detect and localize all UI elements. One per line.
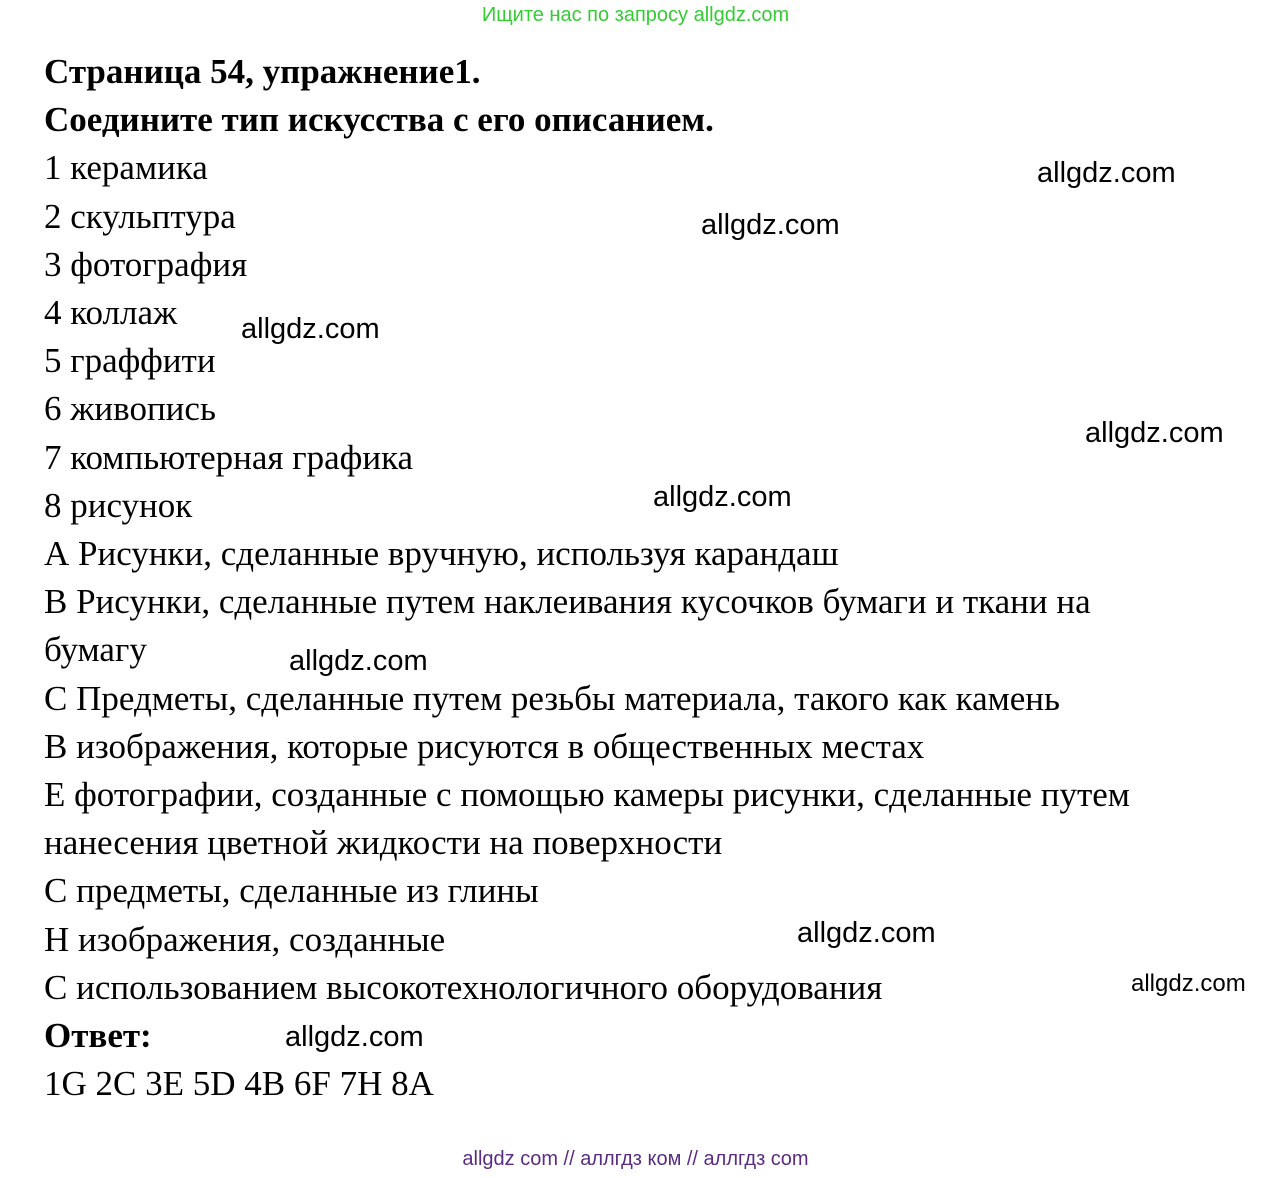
description-line: Е фотографии, созданные с помощью камеры рисунки, сделанные путем — [44, 775, 1130, 815]
watermark: allgdz.com — [653, 481, 792, 513]
description-line: В изображения, которые рисуются в общественных местах — [44, 726, 925, 766]
watermark: allgdz.com — [1131, 970, 1246, 997]
list-item: 3 фотография — [44, 244, 248, 284]
document-body — [44, 48, 1264, 1108]
page-title: Страница 54, упражнение1. — [44, 52, 481, 91]
list-item: 4 коллаж — [44, 293, 178, 333]
art-types-list — [44, 144, 1264, 530]
watermark: allgdz.com — [1085, 417, 1224, 449]
watermark: allgdz.com — [285, 1021, 424, 1053]
description-line: Н изображения, созданные — [44, 919, 446, 959]
answer-value: 1G 2C 3E 5D 4B 6F 7H 8A — [44, 1064, 434, 1104]
task-instruction: Соедините тип искусства с его описанием. — [44, 100, 714, 140]
description-line: С использованием высокотехнологичного оборудования — [44, 967, 883, 1007]
description-line: С предметы, сделанные из глины — [44, 871, 539, 911]
list-item: 8 рисунок — [44, 485, 193, 525]
descriptions-list — [44, 530, 1264, 1012]
description-line: нанесения цветной жидкости на поверхности — [44, 823, 723, 863]
watermark: allgdz.com — [289, 645, 428, 677]
description-line: С Предметы, сделанные путем резьбы материала, такого как камень — [44, 678, 1060, 718]
description-line: бумагу — [44, 630, 147, 670]
list-item: 2 скульптура — [44, 196, 236, 236]
footer: allgdz com // аллгдз ком // аллгдз com — [462, 1148, 809, 1170]
watermark: allgdz.com — [241, 313, 380, 345]
answer-label: Ответ: — [44, 1016, 152, 1056]
top-banner: Ищите нас по запросу allgdz.com — [481, 4, 790, 26]
list-item: 7 компьютерная графика — [44, 437, 414, 477]
watermark: allgdz.com — [1037, 157, 1176, 189]
description-line: А Рисунки, сделанные вручную, используя карандаш — [44, 534, 839, 574]
list-item: 6 живопись — [44, 389, 216, 429]
description-line: В Рисунки, сделанные путем наклеивания кусочков бумаги и ткани на — [44, 582, 1091, 622]
list-item: 1 керамика — [44, 148, 208, 188]
watermark: allgdz.com — [797, 917, 936, 949]
watermark: allgdz.com — [701, 209, 840, 241]
list-item: 5 граффити — [44, 341, 216, 381]
